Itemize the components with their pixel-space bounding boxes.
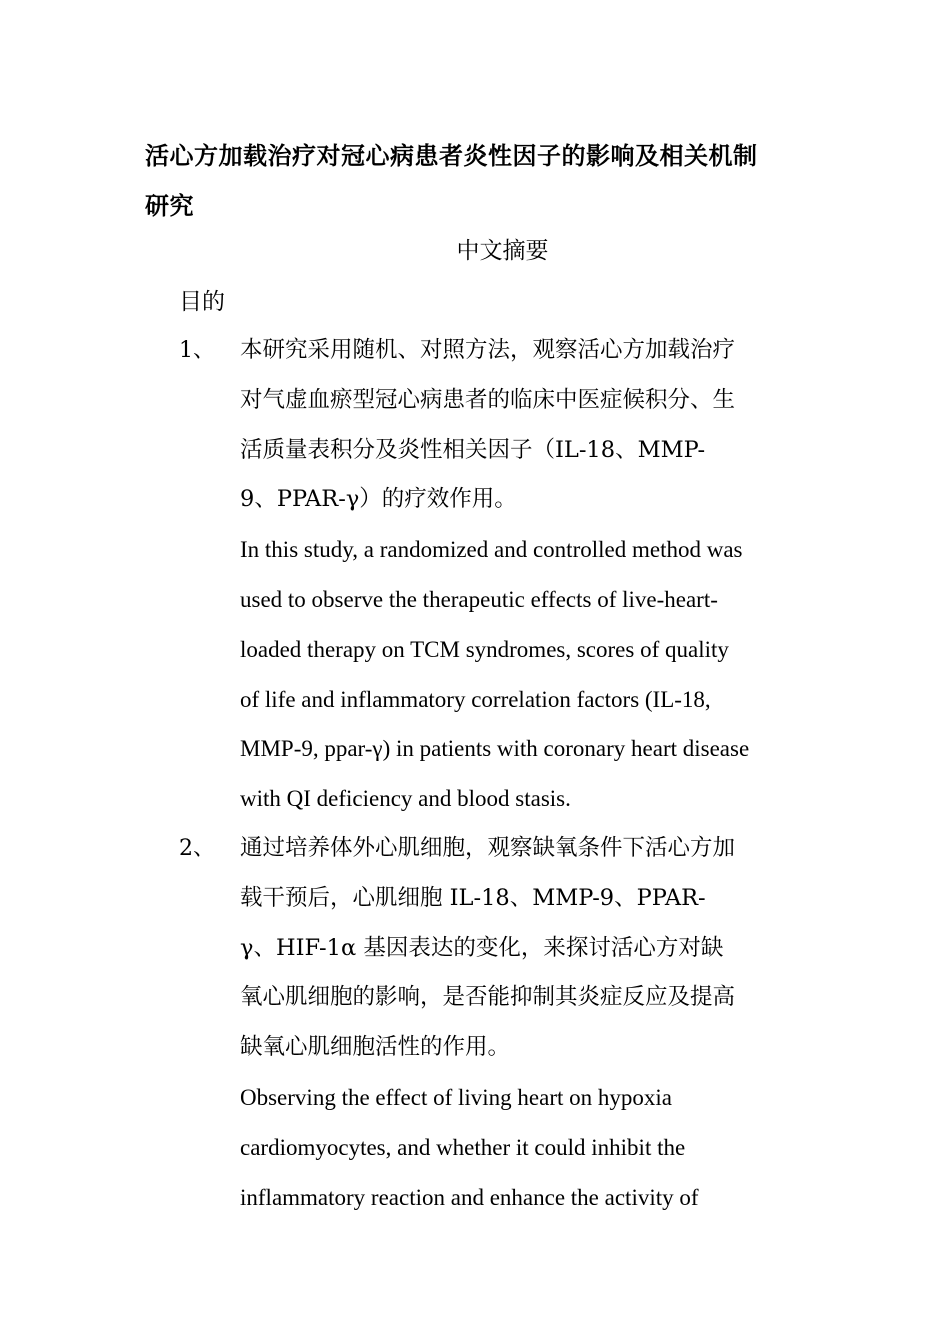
item-1-zh-line: 活质量表积分及炎性相关因子（IL-18、MMP- xyxy=(240,436,706,463)
item-2-zh-line: 通过培养体外心肌细胞，观察缺氧条件下活心方加 xyxy=(240,835,736,861)
item-1-en-line: MMP-9, ppar-γ) in patients with coronary heart disease xyxy=(240,736,750,762)
title-line-2: 研究 xyxy=(145,192,194,220)
item-1-zh-line: 本研究采用随机、对照方法，观察活心方加载治疗 xyxy=(240,337,736,363)
item-2-zh-line: γ、HIF-1α 基因表达的变化，来探讨活心方对缺 xyxy=(240,934,724,961)
item-2-zh-line: 氧心肌细胞的影响，是否能抑制其炎症反应及提高 xyxy=(240,984,736,1011)
item-1-en-line: In this study, a randomized and controlled method was xyxy=(240,537,743,563)
section-heading-purpose: 目的 xyxy=(179,289,225,315)
abstract-heading: 中文摘要 xyxy=(456,238,549,264)
item-1-block xyxy=(240,326,810,824)
item-2-block xyxy=(240,824,810,1222)
title-line-1: 活心方加载治疗对冠心病患者炎性因子的影响及相关机制 xyxy=(145,142,758,170)
item-1-zh-line: 对气虚血瘀型冠心病患者的临床中医症候积分、生 xyxy=(240,386,736,413)
item-1-en-line: loaded therapy on TCM syndromes, scores of quality xyxy=(240,636,729,662)
item-1-en-line: with QI deficiency and blood stasis. xyxy=(240,786,571,812)
item-number-1: 1、 xyxy=(179,338,215,363)
item-2-zh-line: 缺氧心肌细胞活性的作用。 xyxy=(240,1034,511,1061)
item-2-en-line: inflammatory reaction and enhance the activity of xyxy=(240,1184,699,1210)
item-2-en-line: cardiomyocytes, and whether it could inhibit the xyxy=(240,1134,686,1160)
item-number-2: 2、 xyxy=(179,836,215,861)
item-1-zh-line: 9、PPAR-γ）的疗效作用。 xyxy=(240,486,517,513)
document-title xyxy=(145,131,810,231)
item-2-en-line: Observing the effect of living heart on hypoxia xyxy=(240,1084,672,1110)
item-1-en-line: of life and inflammatory correlation factors (IL-18, xyxy=(240,686,711,712)
item-1-en-line: used to observe the therapeutic effects of live-heart- xyxy=(240,586,718,612)
item-2-zh-line: 载干预后，心肌细胞 IL-18、MMP-9、PPAR- xyxy=(240,884,706,911)
